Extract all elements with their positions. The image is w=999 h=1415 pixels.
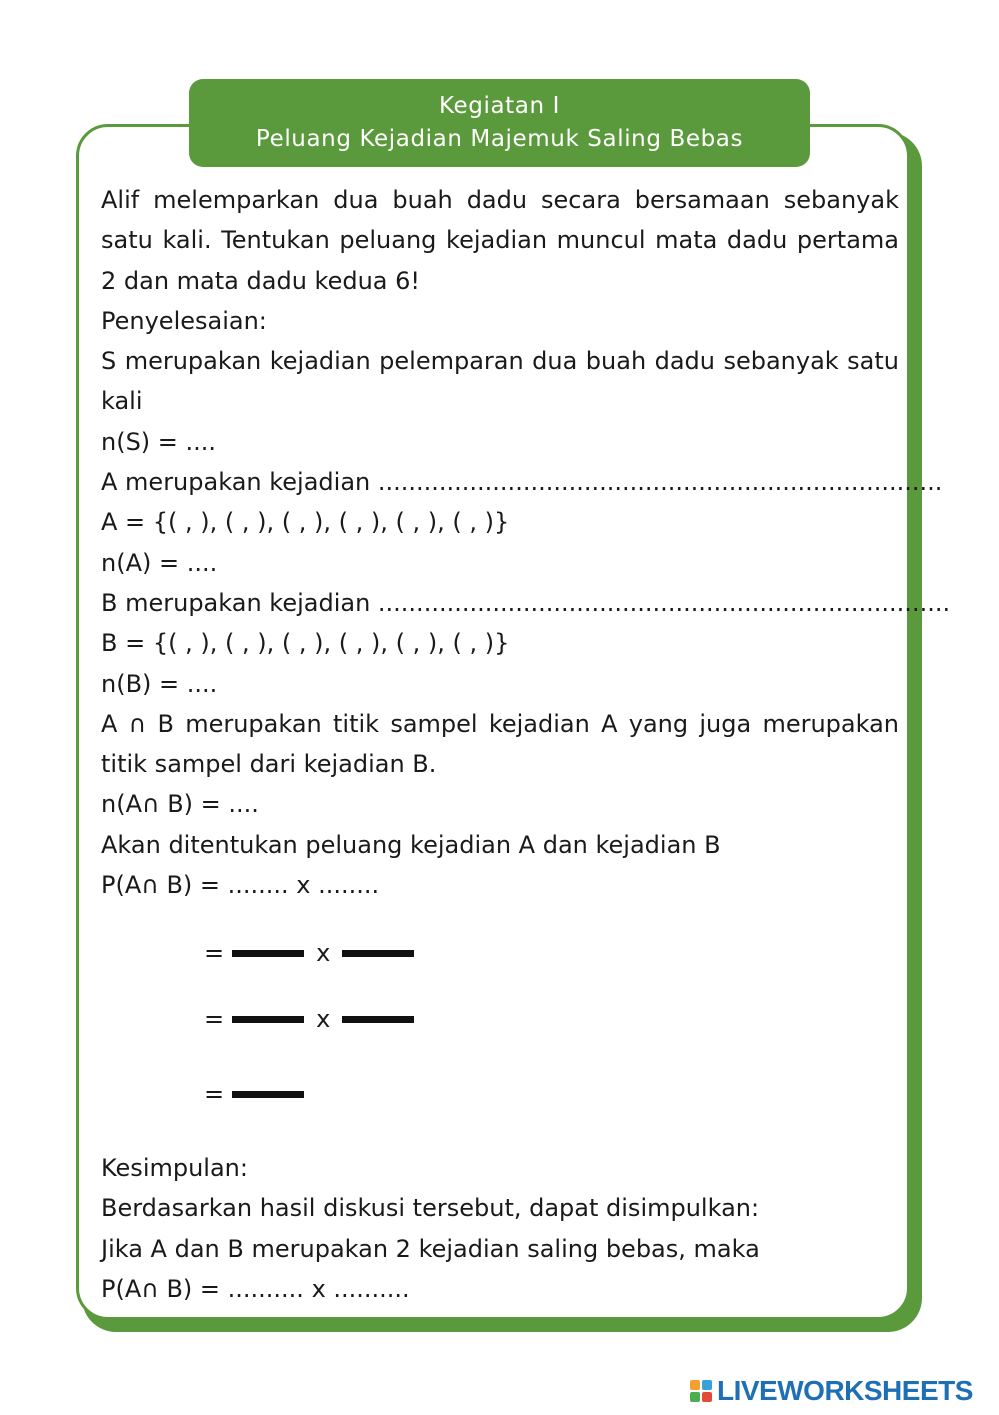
activity-title: Kegiatan I: [439, 93, 560, 119]
fraction-input[interactable]: [342, 950, 414, 957]
sample-space-description: S merupakan kejadian pelemparan dua buah dadu sebanyak satu kali: [101, 347, 899, 416]
equals-sign: =: [204, 1080, 225, 1108]
fraction-input[interactable]: [232, 1091, 304, 1098]
determine-probability-text: Akan ditentukan peluang kejadian A dan kejadian B: [101, 830, 721, 859]
conclusion-line-2: Jika A dan B merupakan 2 kejadian saling bebas, maka: [101, 1234, 760, 1263]
conclusion-label: Kesimpulan:: [101, 1154, 248, 1182]
n-s-blank[interactable]: n(S) = ....: [101, 427, 217, 456]
n-a-blank[interactable]: n(A) = ....: [101, 548, 218, 577]
fraction-input[interactable]: [342, 1016, 414, 1023]
fraction-row-2: [204, 1004, 422, 1034]
worksheet-content: [101, 180, 951, 905]
liveworksheets-logo: [690, 1374, 973, 1408]
event-a-set[interactable]: A = {( , ), ( , ), ( , ), ( , ), ( , ), ( , )}: [101, 508, 510, 537]
p-intersection-blank[interactable]: P(A∩ B) = ........ x ........: [101, 871, 380, 900]
fraction-input[interactable]: [232, 1016, 304, 1023]
times-sign: x: [316, 1005, 331, 1033]
activity-subtitle: Peluang Kejadian Majemuk Saling Bebas: [255, 126, 744, 152]
solution-label: Penyelesaian:: [101, 306, 267, 335]
fraction-row-1: [204, 938, 422, 968]
fraction-row-3: [204, 1079, 312, 1109]
problem-paragraph: Alif melemparkan dua buah dadu secara bersamaan sebanyak satu kali. Tentukan peluang kejadian muncul mata dadu pertama 2 dan mata dadu kedua 6!: [101, 186, 899, 295]
event-a-description[interactable]: A merupakan kejadian ..........................................................................: [101, 468, 943, 497]
conclusion-section: [101, 1148, 899, 1309]
event-b-description[interactable]: B merupakan kejadian ...........................................................................: [101, 588, 951, 617]
conclusion-formula-blank[interactable]: P(A∩ B) = .......... x ..........: [101, 1274, 410, 1303]
conclusion-line-1: Berdasarkan hasil diskusi tersebut, dapat disimpulkan:: [101, 1194, 760, 1223]
n-b-blank[interactable]: n(B) = ....: [101, 669, 218, 698]
n-intersection-blank[interactable]: n(A∩ B) = ....: [101, 790, 259, 819]
fraction-input[interactable]: [232, 950, 304, 957]
activity-header: [189, 79, 810, 167]
times-sign: x: [316, 939, 331, 967]
equals-sign: =: [204, 939, 225, 967]
event-b-set[interactable]: B = {( , ), ( , ), ( , ), ( , ), ( , ), ( , )}: [101, 629, 510, 658]
logo-grid-icon: [690, 1380, 712, 1402]
intersection-description: A ∩ B merupakan titik sampel kejadian A yang juga merupakan titik sampel dari kejadian B.: [101, 709, 899, 779]
logo-text: LIVEWORKSHEETS: [717, 1375, 973, 1406]
equals-sign: =: [204, 1005, 225, 1033]
